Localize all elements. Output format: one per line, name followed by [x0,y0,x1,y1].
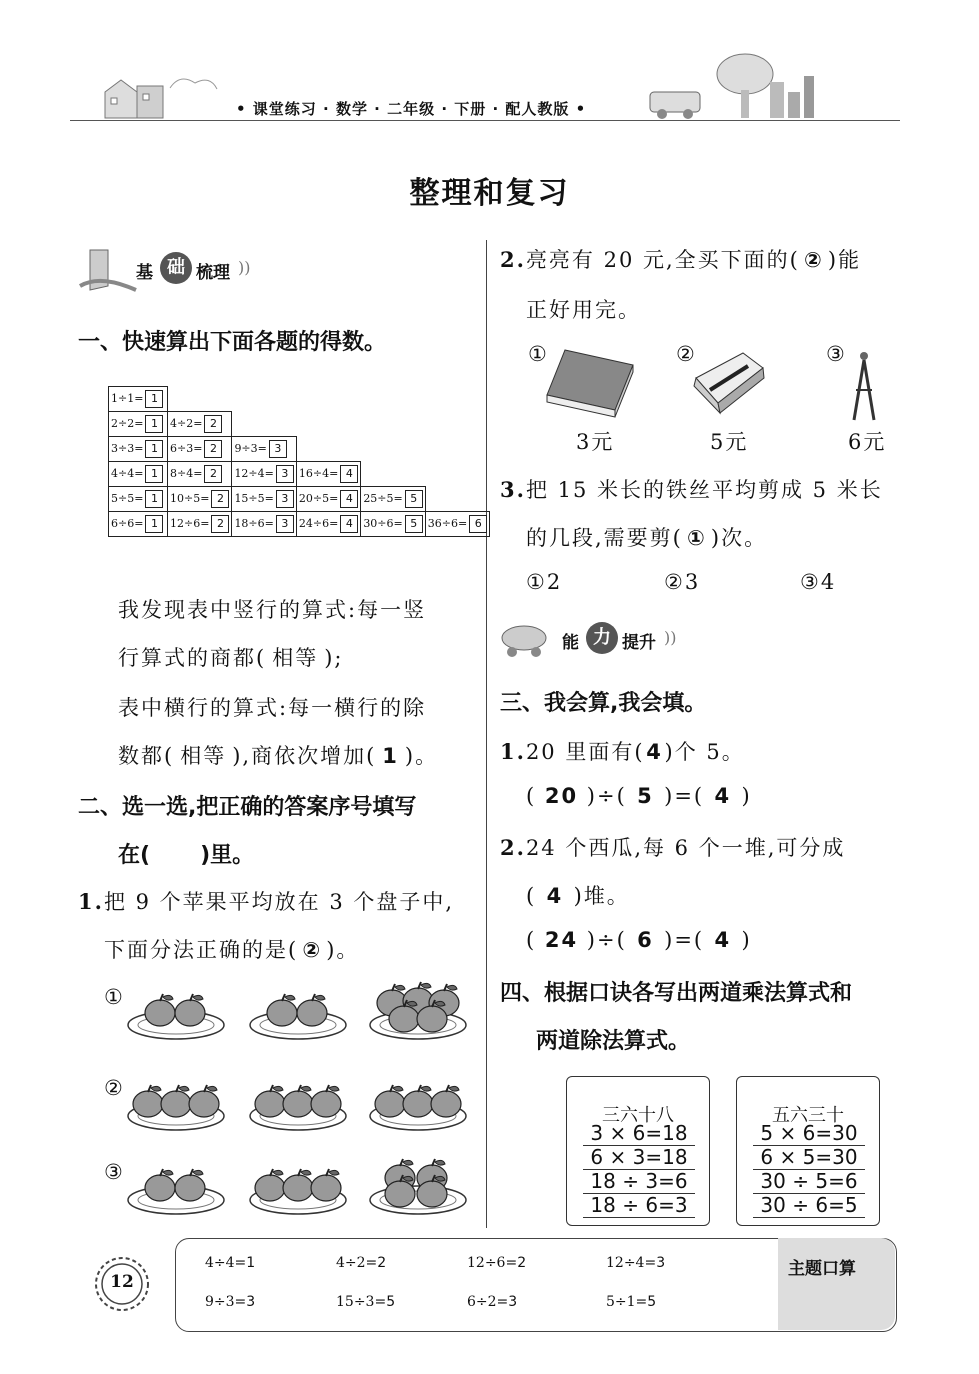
answer-box: 1 [145,415,163,433]
badge-circle: 础 [160,252,192,284]
observation-line-2: 行算式的商都( 相等 ); [118,646,344,670]
answer-box: 1 [145,465,163,483]
footer-calc-item: 9÷3=3 [205,1294,256,1310]
q3-1-equation: ( 20 )÷( 5 )=( 4 ) [526,784,752,808]
compass-icon [848,350,880,425]
table-cell: 1÷1= 1 [109,387,168,412]
section-1-heading: 一、快速算出下面各题的得数。 [78,330,387,355]
table-cell: 20÷5= 4 [296,487,360,512]
footer-calc-item: 5÷1=5 [606,1294,657,1310]
q2-3-line-2: 的几段,需要剪( ① )次。 [526,526,768,550]
apple-plate-icon [246,1156,350,1218]
section-2-heading: 二、选一选,把正确的答案序号填写 [78,795,417,820]
table-cell: 10÷5= 2 [168,487,232,512]
equation-row: 5 × 6=30 [753,1121,865,1146]
q2-3-option-2: ②3 [664,570,701,594]
answer-q3-1: 4 [646,740,663,764]
option-label: ② [104,1076,125,1100]
table-cell: 15÷5= 3 [232,487,296,512]
section-4-heading-2: 两道除法算式。 [536,1029,691,1054]
q2-1-line-1: 1.把 9 个苹果平均放在 3 个盘子中, [78,889,455,914]
division-table [108,386,490,537]
item-mark-1: ① [528,342,549,366]
equation-row: 6 × 3=18 [583,1145,695,1170]
q2-2-line-1: 2.亮亮有 20 元,全买下面的( ② )能 [500,247,862,272]
footer-calc-item: 15÷3=5 [336,1294,396,1310]
section-3-heading: 三、我会算,我会填。 [500,691,707,716]
apple-plate-icon [246,1072,350,1134]
table-cell: 30÷6= 5 [361,512,425,537]
apple-plate-icon [124,1072,228,1134]
header-decoration-right [620,52,900,120]
rhyme-title-1: 三六十八 [602,1105,674,1126]
table-cell: 36÷6= 6 [425,512,489,537]
q2-2-line-2: 正好用完。 [526,298,641,322]
page-number: 12 [110,1272,134,1292]
table-cell: 25÷5= 5 [361,487,425,512]
table-cell: 4÷4= 1 [109,462,168,487]
footer-calc-item: 12÷4=3 [606,1255,666,1271]
pencil-case-icon [688,348,768,418]
answer-box: 3 [269,440,287,458]
rhyme-title-2: 五六三十 [772,1105,844,1126]
table-cell: 8÷4= 2 [168,462,232,487]
answer-q2-3: ① [686,526,707,550]
answer-box: 1 [145,390,163,408]
equation-row: 18 ÷ 3=6 [583,1169,695,1194]
item-price-3: 6元 [848,430,887,454]
badge-ribbon-icon [78,246,138,294]
answer-box: 1 [145,440,163,458]
answer-box: 3 [276,490,294,508]
q2-3-option-1: ①2 [526,570,563,594]
footer-calc-item: 4÷2=2 [336,1255,387,1271]
answer-increase: 1 [382,744,399,768]
section-badge-basic: 基 础 梳理 )) [78,246,263,294]
answer-q2-2: ② [804,248,824,272]
section-2-heading-2: 在( )里。 [118,843,255,868]
table-cell: 4÷2= 2 [168,412,232,437]
answer-q2-1: ② [302,938,323,962]
footer-calc-item: 12÷6=2 [467,1255,527,1271]
table-cell: 12÷4= 3 [232,462,296,487]
answer-box: 2 [204,415,222,433]
apple-plate-icon [124,981,228,1043]
answer-q3-2: 4 [546,884,564,908]
footer-label-panel [778,1238,895,1330]
answer-box: 1 [145,515,163,533]
table-cell: 18÷6= 3 [232,512,296,537]
q2-3-option-3: ③4 [800,570,837,594]
scroll-card-1 [566,1076,710,1226]
equation-row: 6 × 5=30 [753,1145,865,1170]
equation-row: 30 ÷ 6=5 [753,1193,865,1218]
answer-box: 2 [204,465,222,483]
page-title: 整理和复习 [409,176,570,211]
observation-line-1: 我发现表中竖行的算式:每一竖 [118,598,427,622]
q3-2-equation: ( 24 )÷( 6 )=( 4 ) [526,928,752,952]
option-label: ③ [104,1160,125,1184]
observation-line-4: 数都( 相等 ),商依次增加( 1 )。 [118,744,439,768]
badge-car-icon [498,620,558,660]
item-price-2: 5元 [710,430,749,454]
answer-box: 4 [340,465,358,483]
series-title: • 课堂练习 · 数学 · 二年级 · 下册 · 配人教版 • [236,100,587,118]
table-cell: 12÷6= 2 [168,512,232,537]
answer-box: 1 [145,490,163,508]
footer-calc-item: 6÷2=3 [467,1294,518,1310]
answer-equal-1: 相等 [272,646,319,670]
observation-line-3: 表中横行的算式:每一横行的除 [118,696,427,720]
footer-calc-item: 4÷4=1 [205,1255,256,1271]
q3-2-line-1: 2.24 个西瓜,每 6 个一堆,可分成 [500,835,846,860]
answer-box: 3 [276,515,294,533]
header-rule [70,120,900,121]
item-mark-3: ③ [826,342,847,366]
answer-equal-2: 相等 [180,744,227,768]
table-cell: 6÷3= 2 [168,437,232,462]
item-price-1: 3元 [576,430,615,454]
scroll-card-2 [736,1076,880,1226]
footer-label: 主题口算 [788,1259,856,1279]
section-4-heading: 四、根据口诀各写出两道乘法算式和 [500,981,853,1006]
equation-row: 18 ÷ 6=3 [583,1193,695,1218]
header-decoration-left [95,68,225,120]
apple-plate-icon [246,981,350,1043]
book-icon [545,345,635,420]
badge-circle: 力 [586,622,618,654]
answer-box: 4 [340,490,358,508]
apple-plate-icon [366,981,470,1043]
table-cell: 24÷6= 4 [296,512,360,537]
answer-box: 4 [340,515,358,533]
table-cell: 5÷5= 1 [109,487,168,512]
apple-plate-icon [366,1072,470,1134]
q3-1-line: 1.20 里面有(4)个 5。 [500,739,745,764]
apple-plate-icon [124,1156,228,1218]
apple-plate-icon [366,1156,470,1218]
answer-box: 5 [405,515,423,533]
table-cell: 6÷6= 1 [109,512,168,537]
item-mark-2: ② [676,342,697,366]
table-cell: 16÷4= 4 [296,462,360,487]
answer-box: 3 [276,465,294,483]
section-badge-ability: 能 力 提升 )) [498,618,698,662]
answer-box: 2 [211,490,229,508]
answer-box: 2 [204,440,222,458]
table-cell: 9÷3= 3 [232,437,296,462]
q2-3-line-1: 3.把 15 米长的铁丝平均剪成 5 米长 [500,477,883,502]
table-cell: 2÷2= 1 [109,412,168,437]
option-label: ① [104,985,125,1009]
answer-box: 6 [469,515,487,533]
equation-row: 3 × 6=18 [583,1121,695,1146]
answer-box: 2 [211,515,229,533]
q3-2-line-2: ( 4 )堆。 [526,884,630,908]
answer-box: 5 [405,490,423,508]
table-cell: 3÷3= 1 [109,437,168,462]
q2-1-line-2: 下面分法正确的是( ② )。 [104,938,360,962]
equation-row: 30 ÷ 5=6 [753,1169,865,1194]
